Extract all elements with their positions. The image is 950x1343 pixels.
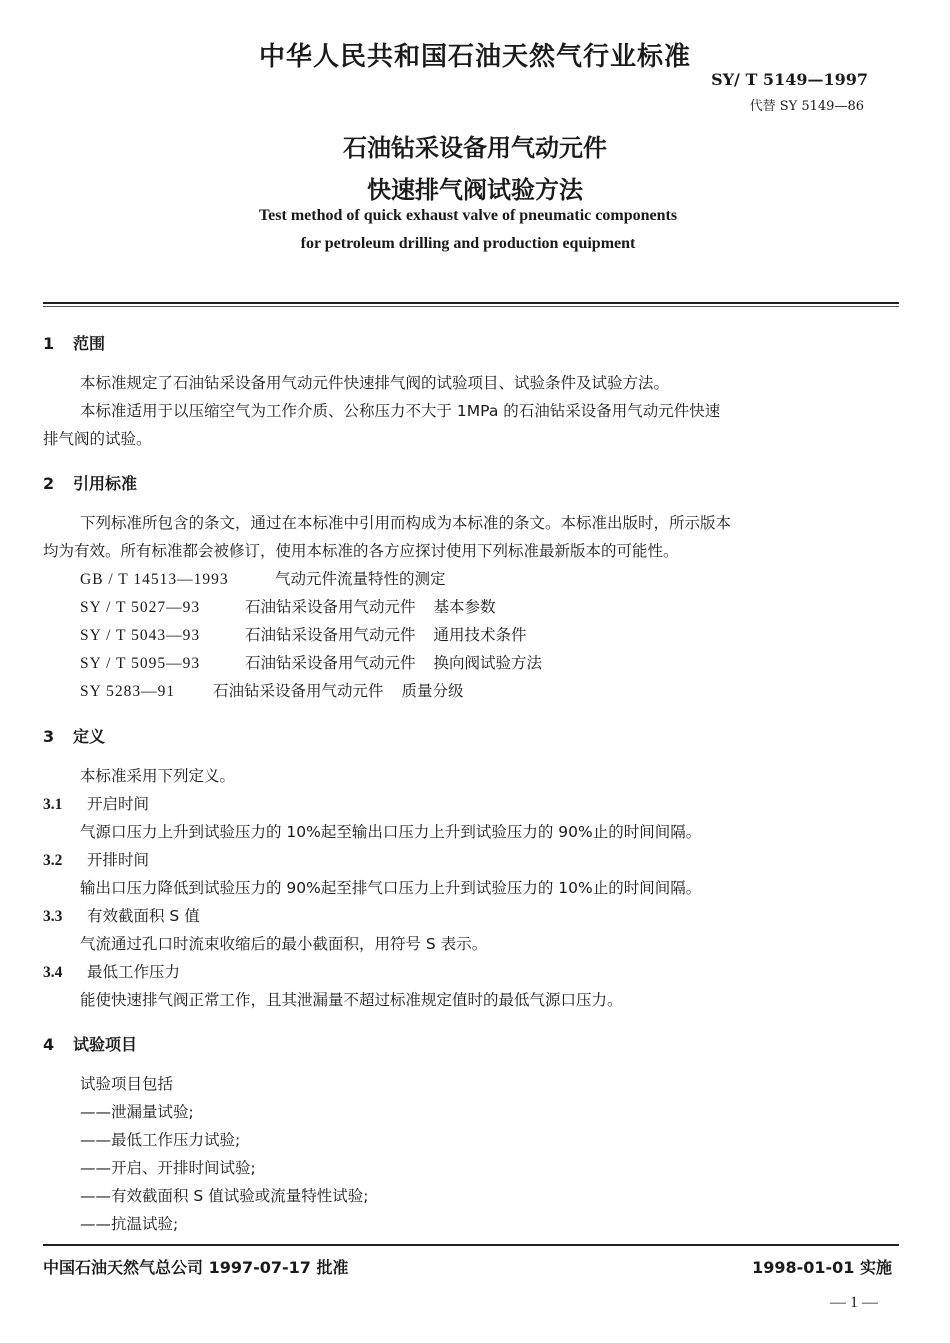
definition-term: 有效截面积 S 值: [87, 907, 200, 925]
header-rule-thin: [43, 306, 899, 307]
definition-text: 能使快速排气阀正常工作，且其泄漏量不超过标准规定值时的最低气源口压力。: [80, 991, 623, 1009]
section-title: 试验项目: [73, 1035, 138, 1054]
list-item: ——有效截面积 S 值试验或流量特性试验;: [80, 1187, 369, 1205]
section-number: 4: [43, 1035, 55, 1054]
title-en-line1: Test method of quick exhaust valve of pneumatic components: [258, 207, 678, 224]
reference-code: SY / T 5095—93: [80, 655, 201, 672]
section-1-heading: [43, 331, 105, 354]
definition-heading: [43, 904, 200, 926]
section-number: 1: [43, 334, 55, 353]
definition-heading: [43, 960, 180, 982]
definition-term: 开排时间: [87, 851, 150, 869]
reference-item: [80, 651, 542, 673]
reference-code: SY 5283—91: [80, 683, 176, 700]
replaces-standard: 代替 SY 5149—86: [749, 99, 864, 114]
definition-text: 输出口压力降低到试验压力的 90%起至排气口压力上升到试验压力的 10%止的时间间隔。: [80, 879, 702, 897]
definition-number: 3.2: [43, 852, 63, 869]
section-3-heading: [43, 724, 105, 747]
section-number: 3: [43, 727, 55, 746]
issue-date: 中国石油天然气总公司 1997-07-17 批准: [43, 1258, 349, 1277]
list-item: ——开启、开排时间试验;: [80, 1159, 256, 1177]
definition-number: 3.4: [43, 964, 63, 981]
reference-name: 气动元件流量特性的测定: [275, 570, 446, 588]
section-title: 定义: [73, 727, 106, 746]
footer-rule: [43, 1244, 899, 1246]
reference-subject: 换向阀试验方法: [433, 654, 543, 672]
standard-number: SY/ T 5149—1997: [711, 70, 868, 89]
definition-term: 最低工作压力: [87, 963, 181, 981]
title-en-line2: for petroleum drilling and production equipment: [300, 235, 636, 252]
definition-number: 3.3: [43, 908, 63, 925]
section-4-heading: [43, 1032, 137, 1055]
paragraph: 试验项目包括: [80, 1075, 174, 1093]
paragraph: 均为有效。所有标准都会被修订，使用本标准的各方应探讨使用下列标准最新版本的可能性。: [43, 542, 679, 560]
definition-number: 3.1: [43, 796, 63, 813]
reference-name: 石油钻采设备用气动元件: [245, 626, 416, 644]
list-item: ——泄漏量试验;: [80, 1103, 194, 1121]
reference-code: SY / T 5027—93: [80, 599, 201, 616]
reference-name: 石油钻采设备用气动元件: [245, 654, 416, 672]
section-number: 2: [43, 474, 55, 493]
definition-heading: [43, 848, 149, 870]
paragraph: 下列标准所包含的条文，通过在本标准中引用而构成为本标准的条文。本标准出版时，所示版本: [80, 514, 732, 532]
reference-code: SY / T 5043—93: [80, 627, 201, 644]
reference-item: [80, 595, 496, 617]
reference-item: [80, 567, 446, 589]
paragraph: 本标准规定了石油钻采设备用气动元件快速排气阀的试验项目、试验条件及试验方法。: [80, 374, 670, 392]
paragraph: 排气阀的试验。: [43, 430, 152, 448]
section-2-heading: [43, 471, 137, 494]
title-zh-line2: 快速排气阀试验方法: [367, 176, 583, 204]
definition-text: 气流通过孔口时流束收缩后的最小截面积，用符号 S 表示。: [80, 935, 488, 953]
section-title: 引用标准: [73, 474, 138, 493]
reference-subject: 基本参数: [433, 598, 496, 616]
reference-name: 石油钻采设备用气动元件: [245, 598, 416, 616]
ministry-header: 中华人民共和国石油天然气行业标准: [258, 42, 691, 72]
title-zh-line1: 石油钻采设备用气动元件: [343, 134, 607, 162]
list-item: ——最低工作压力试验;: [80, 1131, 241, 1149]
reference-item: [80, 679, 464, 701]
section-title: 范围: [73, 334, 106, 353]
definition-term: 开启时间: [87, 795, 150, 813]
paragraph: 本标准采用下列定义。: [80, 767, 236, 785]
header-rule: [43, 302, 899, 304]
reference-code: GB / T 14513—1993: [80, 571, 229, 588]
definition-text: 气源口压力上升到试验压力的 10%起至输出口压力上升到试验压力的 90%止的时间间隔。: [80, 823, 702, 841]
reference-subject: 通用技术条件: [433, 626, 527, 644]
page-number: — 1 —: [830, 1294, 878, 1311]
effective-date: 1998-01-01 实施: [752, 1258, 892, 1277]
paragraph: 本标准适用于以压缩空气为工作介质、公称压力不大于 1MPa 的石油钻采设备用气动元件快速: [80, 402, 721, 420]
list-item: ——抗温试验;: [80, 1215, 179, 1233]
reference-item: [80, 623, 527, 645]
reference-subject: 质量分级: [401, 682, 464, 700]
reference-name: 石油钻采设备用气动元件: [213, 682, 384, 700]
definition-heading: [43, 792, 149, 814]
